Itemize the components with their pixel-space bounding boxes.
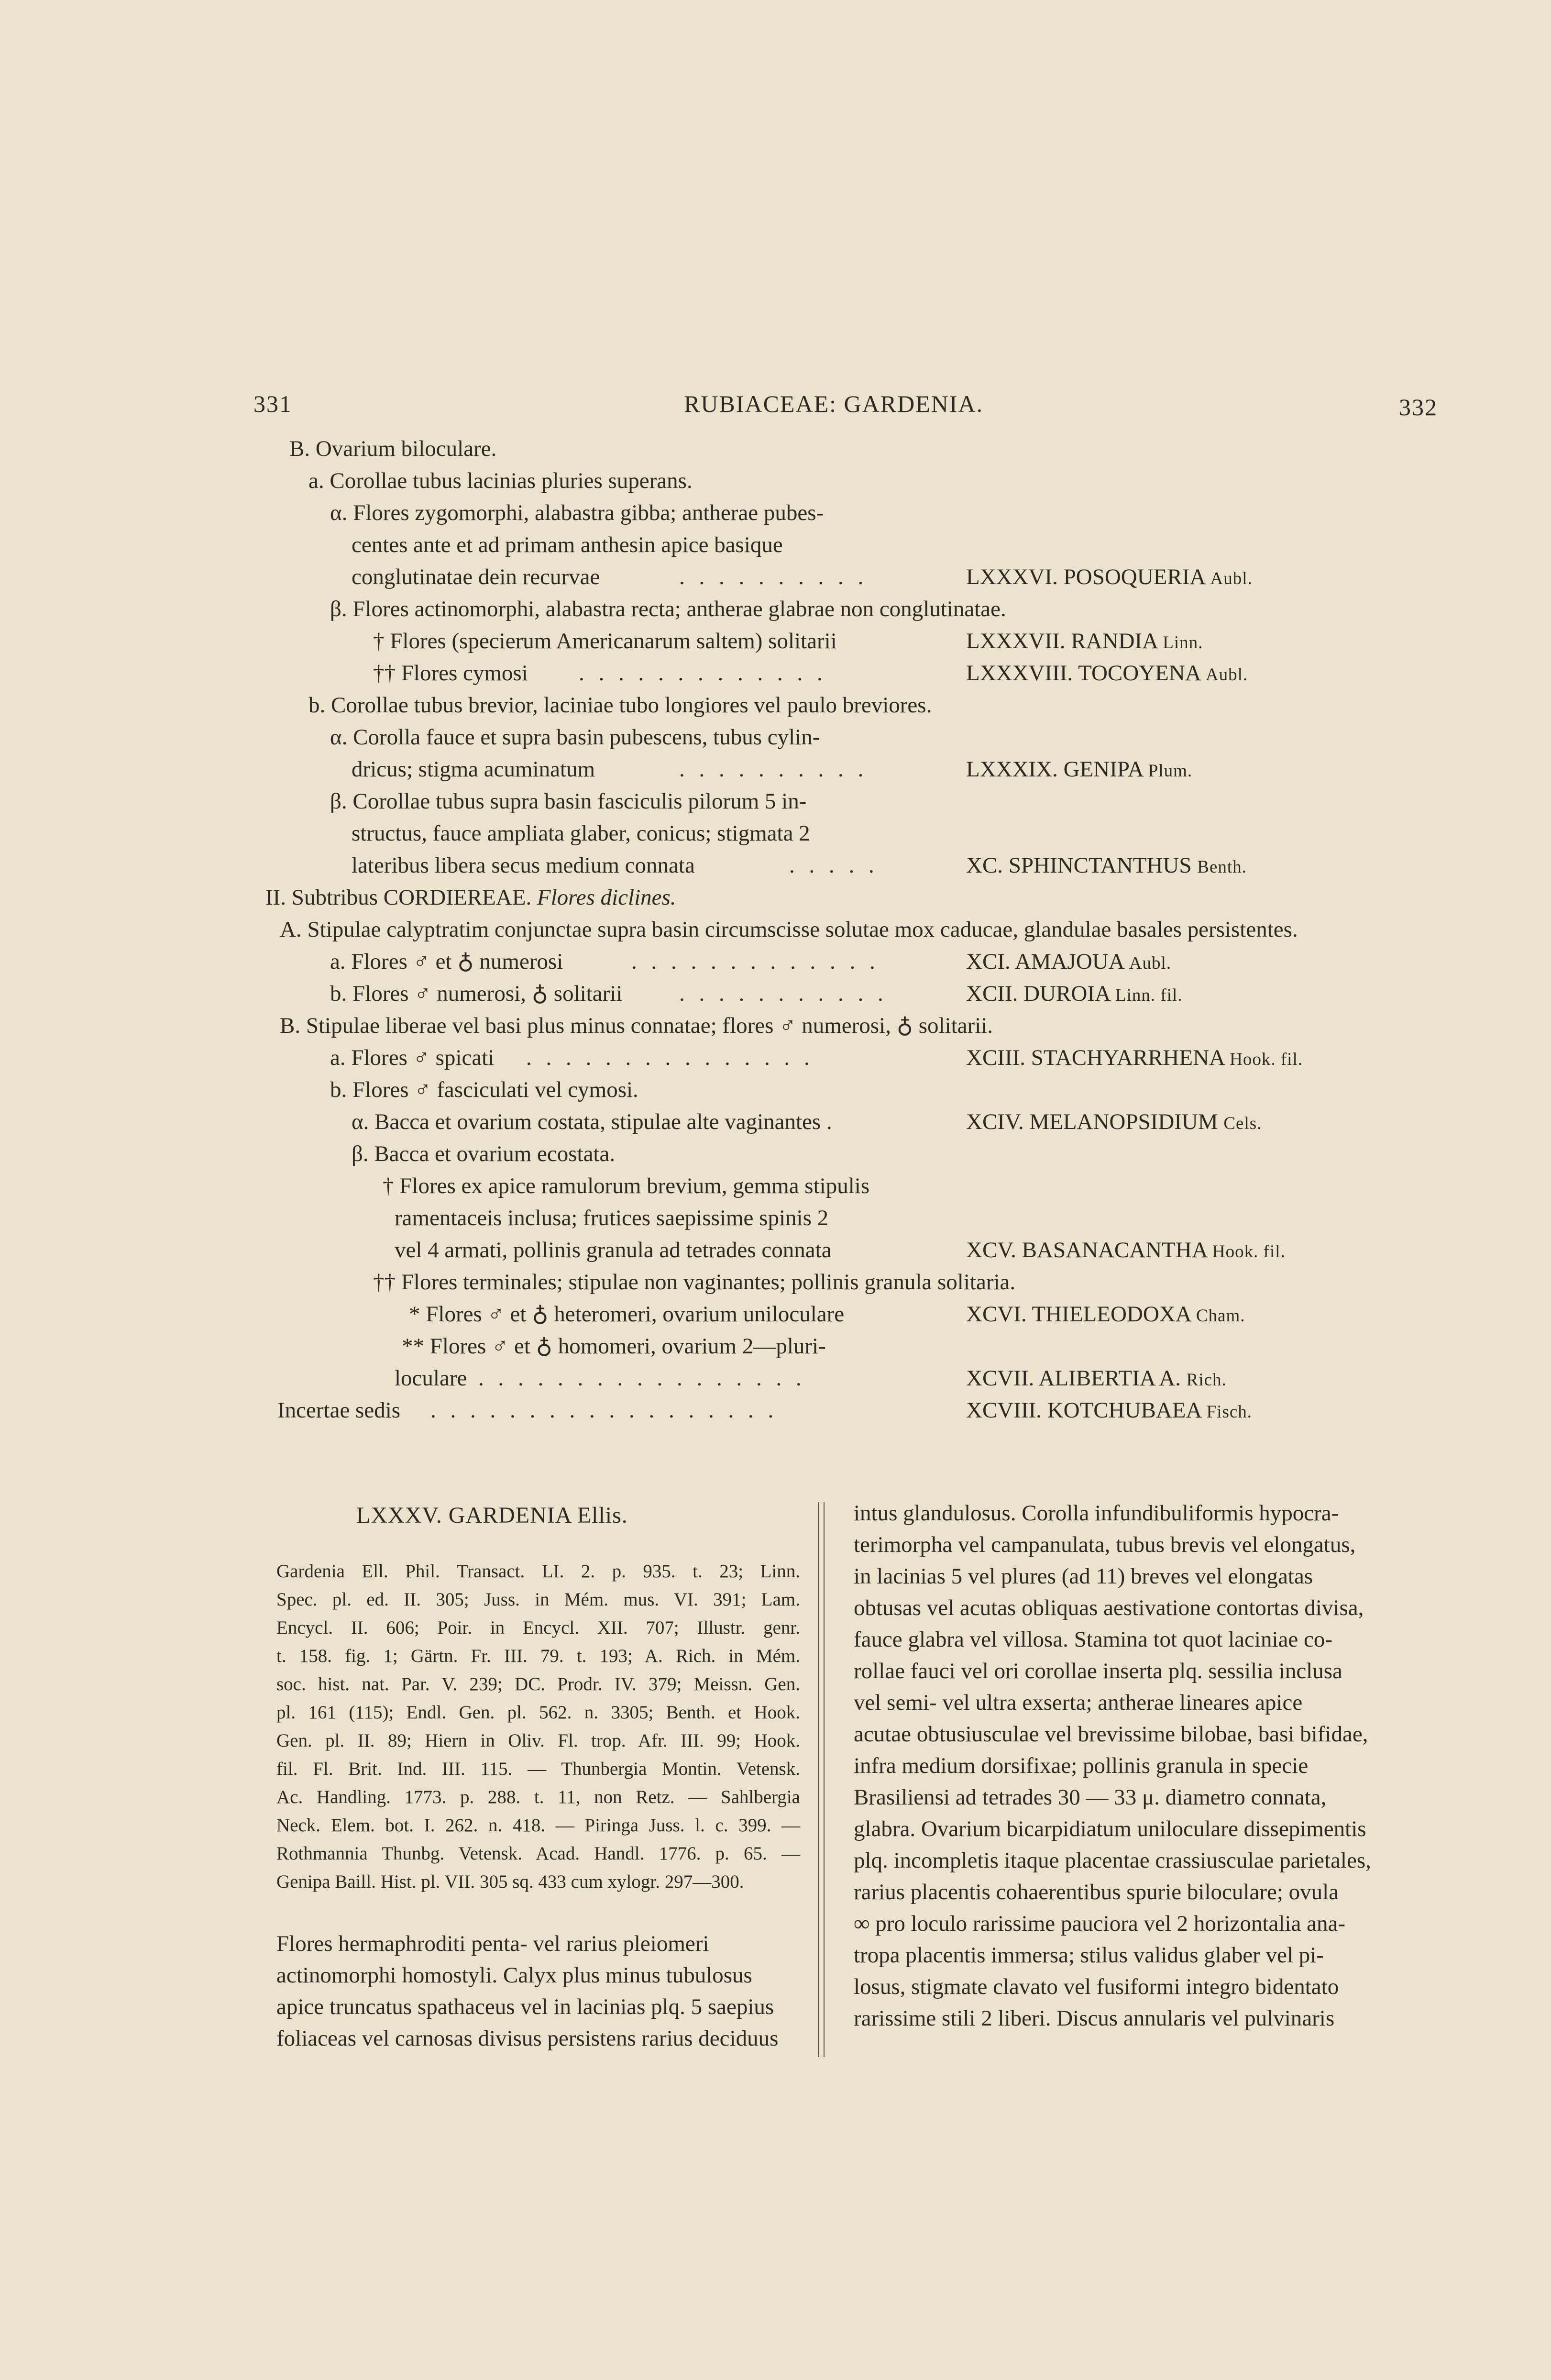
key-row	[0, 1074, 1551, 1106]
key-text: α. Bacca et ovarium costata, stipulae alte vaginantes .	[352, 1109, 832, 1134]
key-row	[0, 625, 1551, 657]
key-row	[0, 946, 1551, 978]
synonymy-line: Neck. Elem. bot. I. 262. n. 418. — Piringa Juss. l. c. 399. —	[276, 1815, 800, 1836]
text-line: rarius placentis cohaerentibus spurie biloculare; ovula	[854, 1880, 1339, 1904]
key-row	[0, 1362, 1551, 1395]
text-line: foliaceas vel carnosas divisus persistens rarius deciduus	[276, 2026, 779, 2051]
key-text: lateribus libera secus medium connata	[352, 853, 695, 878]
key-text: B. Stipulae liberae vel basi plus minus connatae; flores ♂ numerosi, ♁ solitarii.	[280, 1013, 993, 1038]
key-leader-dots: . . . . . . . . . . .	[679, 981, 888, 1006]
key-row	[0, 882, 1551, 914]
key-text: dricus; stigma acuminatum	[352, 757, 595, 782]
text-line: ∞ pro loculo rarissime pauciora vel 2 horizontalia ana-	[854, 1911, 1345, 1936]
text-line: losus, stigmate clavato vel fusiformi integro bidentato	[854, 1974, 1339, 1999]
key-genus: XCVI. THIELEODOXA Cham.	[966, 1302, 1245, 1327]
synonymy-line: Gardenia Ell. Phil. Transact. LI. 2. p. 935. t. 23; Linn.	[276, 1561, 800, 1582]
key-genus: LXXXVI. POSOQUERIA Aubl.	[966, 565, 1253, 589]
text-line: acutae obtusiusculae vel brevissime bilobae, basi bifidae,	[854, 1722, 1368, 1747]
key-italic-note: Flores diclines.	[531, 885, 676, 910]
text-line: in lacinias 5 vel plures (ad 11) breves vel elongatas	[854, 1564, 1313, 1589]
key-text: β. Corollae tubus supra basin fasciculis pilorum 5 in-	[330, 789, 807, 814]
key-row	[0, 1330, 1551, 1362]
key-text: † Flores (specierum Americanarum saltem) solitarii	[373, 629, 837, 653]
key-genus: XCIII. STACHYARRHENA Hook. fil.	[966, 1045, 1303, 1070]
synonymy-block	[276, 1557, 800, 1896]
key-author: Aubl.	[1210, 569, 1253, 588]
key-genus: XCII. DUROIA Linn. fil.	[966, 981, 1183, 1006]
left-page-number: 331	[253, 390, 292, 417]
key-text: β. Flores actinomorphi, alabastra recta; antherae glabrae non conglutinatae.	[330, 597, 1006, 621]
key-text: †† Flores cymosi	[373, 661, 528, 686]
key-text: b. Corollae tubus brevior, laciniae tubo longiores vel paulo breviores.	[308, 693, 932, 718]
text-line: fauce glabra vel villosa. Stamina tot quot laciniae co-	[854, 1627, 1332, 1652]
synonymy-line: Spec. pl. ed. II. 305; Juss. in Mém. mus. VI. 391; Lam.	[276, 1589, 800, 1610]
synonymy-line: pl. 161 (115); Endl. Gen. pl. 562. n. 3305; Benth. et Hook.	[276, 1702, 800, 1723]
key-row	[0, 497, 1551, 529]
key-text: structus, fauce ampliata glaber, conicus; stigmata 2	[352, 821, 810, 846]
key-row	[0, 1106, 1551, 1138]
synonymy-line: soc. hist. nat. Par. V. 239; DC. Prodr. IV. 379; Meissn. Gen.	[276, 1674, 800, 1694]
synonymy-line: Gen. pl. II. 89; Hiern in Oliv. Fl. trop. Afr. III. 99; Hook.	[276, 1730, 800, 1751]
key-row	[0, 850, 1551, 882]
column-divider	[818, 1502, 819, 2057]
key-text: A. Stipulae calyptratim conjunctae supra basin circumscisse solutae mox caducae, glandulae basales persistentes.	[280, 917, 1298, 942]
key-genus: XCIV. MELANOPSIDIUM Cels.	[966, 1109, 1262, 1134]
key-row	[0, 818, 1551, 850]
key-row	[0, 561, 1551, 593]
key-row	[0, 1202, 1551, 1234]
key-leader-dots: . . . . . . . . . . . . .	[579, 661, 827, 686]
synonymy-line: Ac. Handling. 1773. p. 288. t. 11, non Retz. — Sahlbergia	[276, 1787, 800, 1807]
key-row	[0, 978, 1551, 1010]
synonymy-line: Genipa Baill. Hist. pl. VII. 305 sq. 433 cum xylogr. 297—300.	[276, 1871, 744, 1892]
genus-heading: LXXXV. GARDENIA Ellis.	[356, 1503, 628, 1528]
key-author: Fisch.	[1206, 1402, 1253, 1422]
key-author: Linn.	[1163, 633, 1203, 653]
text-line: intus glandulosus. Corolla infundibuliformis hypocra-	[854, 1501, 1339, 1526]
key-leader-dots: . . . . . . . . . . . . . . . . .	[478, 1366, 806, 1391]
text-line: plq. incompletis itaque placentae crassiusculae parietales,	[854, 1848, 1371, 1873]
key-author: Aubl.	[1205, 665, 1248, 685]
right-page-number: 332	[1399, 394, 1438, 421]
key-leader-dots: . . . . . . . . . .	[679, 757, 868, 782]
key-author: Plum.	[1148, 761, 1193, 781]
key-text: β. Bacca et ovarium ecostata.	[352, 1141, 616, 1166]
key-text: † Flores ex apice ramulorum brevium, gemma stipulis	[383, 1173, 870, 1198]
key-row	[0, 1266, 1551, 1298]
key-author: Rich.	[1186, 1370, 1227, 1390]
key-genus: XCV. BASANACANTHA Hook. fil.	[966, 1238, 1286, 1262]
key-row	[0, 1010, 1551, 1042]
key-text: vel 4 armati, pollinis granula ad tetrades connata	[395, 1238, 832, 1262]
text-line: Flores hermaphroditi penta- vel rarius pleiomeri	[276, 1931, 709, 1956]
synonymy-line: Rothmannia Thunbg. Vetensk. Acad. Handl. 1776. p. 65. —	[276, 1843, 800, 1864]
text-line: obtusas vel acutas obliquas aestivatione contortas divisa,	[854, 1595, 1364, 1620]
key-leader-dots: . . . . .	[789, 853, 879, 878]
key-text: ramentaceis inclusa; frutices saepissime spinis 2	[395, 1206, 829, 1230]
key-row	[0, 1298, 1551, 1330]
synonymy-line: t. 158. fig. 1; Gärtn. Fr. III. 79. t. 193; A. Rich. in Mém.	[276, 1646, 800, 1666]
synonymy-line: Encycl. II. 606; Poir. in Encycl. XII. 707; Illustr. genr.	[276, 1617, 800, 1638]
key-genus: LXXXVII. RANDIA Linn.	[966, 629, 1203, 653]
key-text: α. Corolla fauce et supra basin pubescens, tubus cylin-	[330, 725, 820, 750]
key-row	[0, 1170, 1551, 1202]
key-row	[0, 753, 1551, 786]
key-genus: XCI. AMAJOUA Aubl.	[966, 949, 1172, 974]
running-title: RUBIACEAE: GARDENIA.	[684, 390, 984, 417]
text-line: rollae fauci vel ori corollae inserta plq. sessilia inclusa	[854, 1659, 1342, 1683]
key-text: †† Flores terminales; stipulae non vaginantes; pollinis granula solitaria.	[373, 1270, 1016, 1295]
key-row	[0, 914, 1551, 946]
key-text: α. Flores zygomorphi, alabastra gibba; antherae pubes-	[330, 500, 824, 525]
text-line: vel semi- vel ultra exserta; antherae lineares apice	[854, 1690, 1303, 1715]
key-leader-dots: . . . . . . . . . . . . .	[631, 949, 880, 974]
synonymy-line: fil. Fl. Brit. Ind. III. 115. — Thunbergia Montin. Vetensk.	[276, 1759, 800, 1779]
key-text: b. Flores ♂ fasciculati vel cymosi.	[330, 1077, 638, 1102]
key-row	[0, 657, 1551, 689]
key-row	[0, 433, 1551, 465]
text-line: actinomorphi homostyli. Calyx plus minus tubulosus	[276, 1963, 752, 1988]
key-author: Aubl.	[1129, 953, 1172, 973]
text-line: terimorpha vel campanulata, tubus brevis vel elongatus,	[854, 1532, 1356, 1557]
key-row	[0, 593, 1551, 625]
key-row	[0, 1395, 1551, 1427]
key-author: Hook. fil.	[1212, 1242, 1286, 1262]
text-line: tropa placentis immersa; stilus validus glaber vel pi-	[854, 1943, 1324, 1968]
key-genus: LXXXVIII. TOCOYENA Aubl.	[966, 661, 1248, 686]
key-row	[0, 529, 1551, 561]
key-row	[0, 1138, 1551, 1170]
key-leader-dots: . . . . . . . . . . . . . . .	[526, 1045, 814, 1070]
key-text: II. Subtribus CORDIEREAE. Flores diclines.	[265, 885, 676, 910]
key-row	[0, 689, 1551, 721]
text-line: rarissime stili 2 liberi. Discus annularis vel pulvinaris	[854, 2006, 1335, 2031]
key-genus: XC. SPHINCTANTHUS Benth.	[966, 853, 1247, 878]
text-line: Brasiliensi ad tetrades 30 — 33 μ. diametro connata,	[854, 1785, 1327, 1810]
key-row	[0, 1234, 1551, 1266]
key-text: a. Flores ♂ et ♁ numerosi	[330, 949, 563, 974]
key-genus: XCVII. ALIBERTIA A. Rich.	[966, 1366, 1227, 1391]
key-row	[0, 786, 1551, 818]
column-divider-inner	[824, 1502, 825, 2057]
key-author: Hook. fil.	[1230, 1050, 1303, 1069]
key-author: Cels.	[1223, 1114, 1262, 1133]
key-text: b. Flores ♂ numerosi, ♁ solitarii	[330, 981, 623, 1006]
key-row	[0, 465, 1551, 497]
left-column-text	[276, 1928, 800, 2054]
text-line: glabra. Ovarium bicarpidiatum uniloculare dissepimentis	[854, 1816, 1366, 1841]
key-genus: LXXXIX. GENIPA Plum.	[966, 757, 1193, 782]
key-text: Incertae sedis	[277, 1398, 401, 1423]
key-row	[0, 721, 1551, 753]
key-text: ** Flores ♂ et ♁ homomeri, ovarium 2—pluri-	[402, 1334, 826, 1359]
text-line: apice truncatus spathaceus vel in lacinias plq. 5 saepius	[276, 1994, 774, 2019]
key-text: conglutinatae dein recurvae	[352, 565, 600, 589]
key-text: * Flores ♂ et ♁ heteromeri, ovarium uniloculare	[409, 1302, 845, 1327]
key-genus: XCVIII. KOTCHUBAEA Fisch.	[966, 1398, 1253, 1423]
key-author: Benth.	[1197, 857, 1247, 877]
key-row	[0, 1042, 1551, 1074]
text-line: infra medium dorsifixae; pollinis granula in specie	[854, 1753, 1309, 1778]
key-author: Linn. fil.	[1115, 985, 1183, 1005]
key-text: loculare	[395, 1366, 467, 1391]
key-author: Cham.	[1196, 1306, 1245, 1326]
right-column-text	[854, 1497, 1418, 2034]
key-leader-dots: . . . . . . . . . .	[679, 565, 868, 589]
key-text: a. Flores ♂ spicati	[330, 1045, 495, 1070]
key-text: a. Corollae tubus lacinias pluries superans.	[308, 468, 693, 493]
genera-key	[0, 433, 1551, 1461]
key-leader-dots: . . . . . . . . . . . . . . . . . .	[430, 1398, 778, 1423]
key-text: B. Ovarium biloculare.	[289, 436, 497, 461]
key-text: centes ante et ad primam anthesin apice basique	[352, 532, 783, 557]
